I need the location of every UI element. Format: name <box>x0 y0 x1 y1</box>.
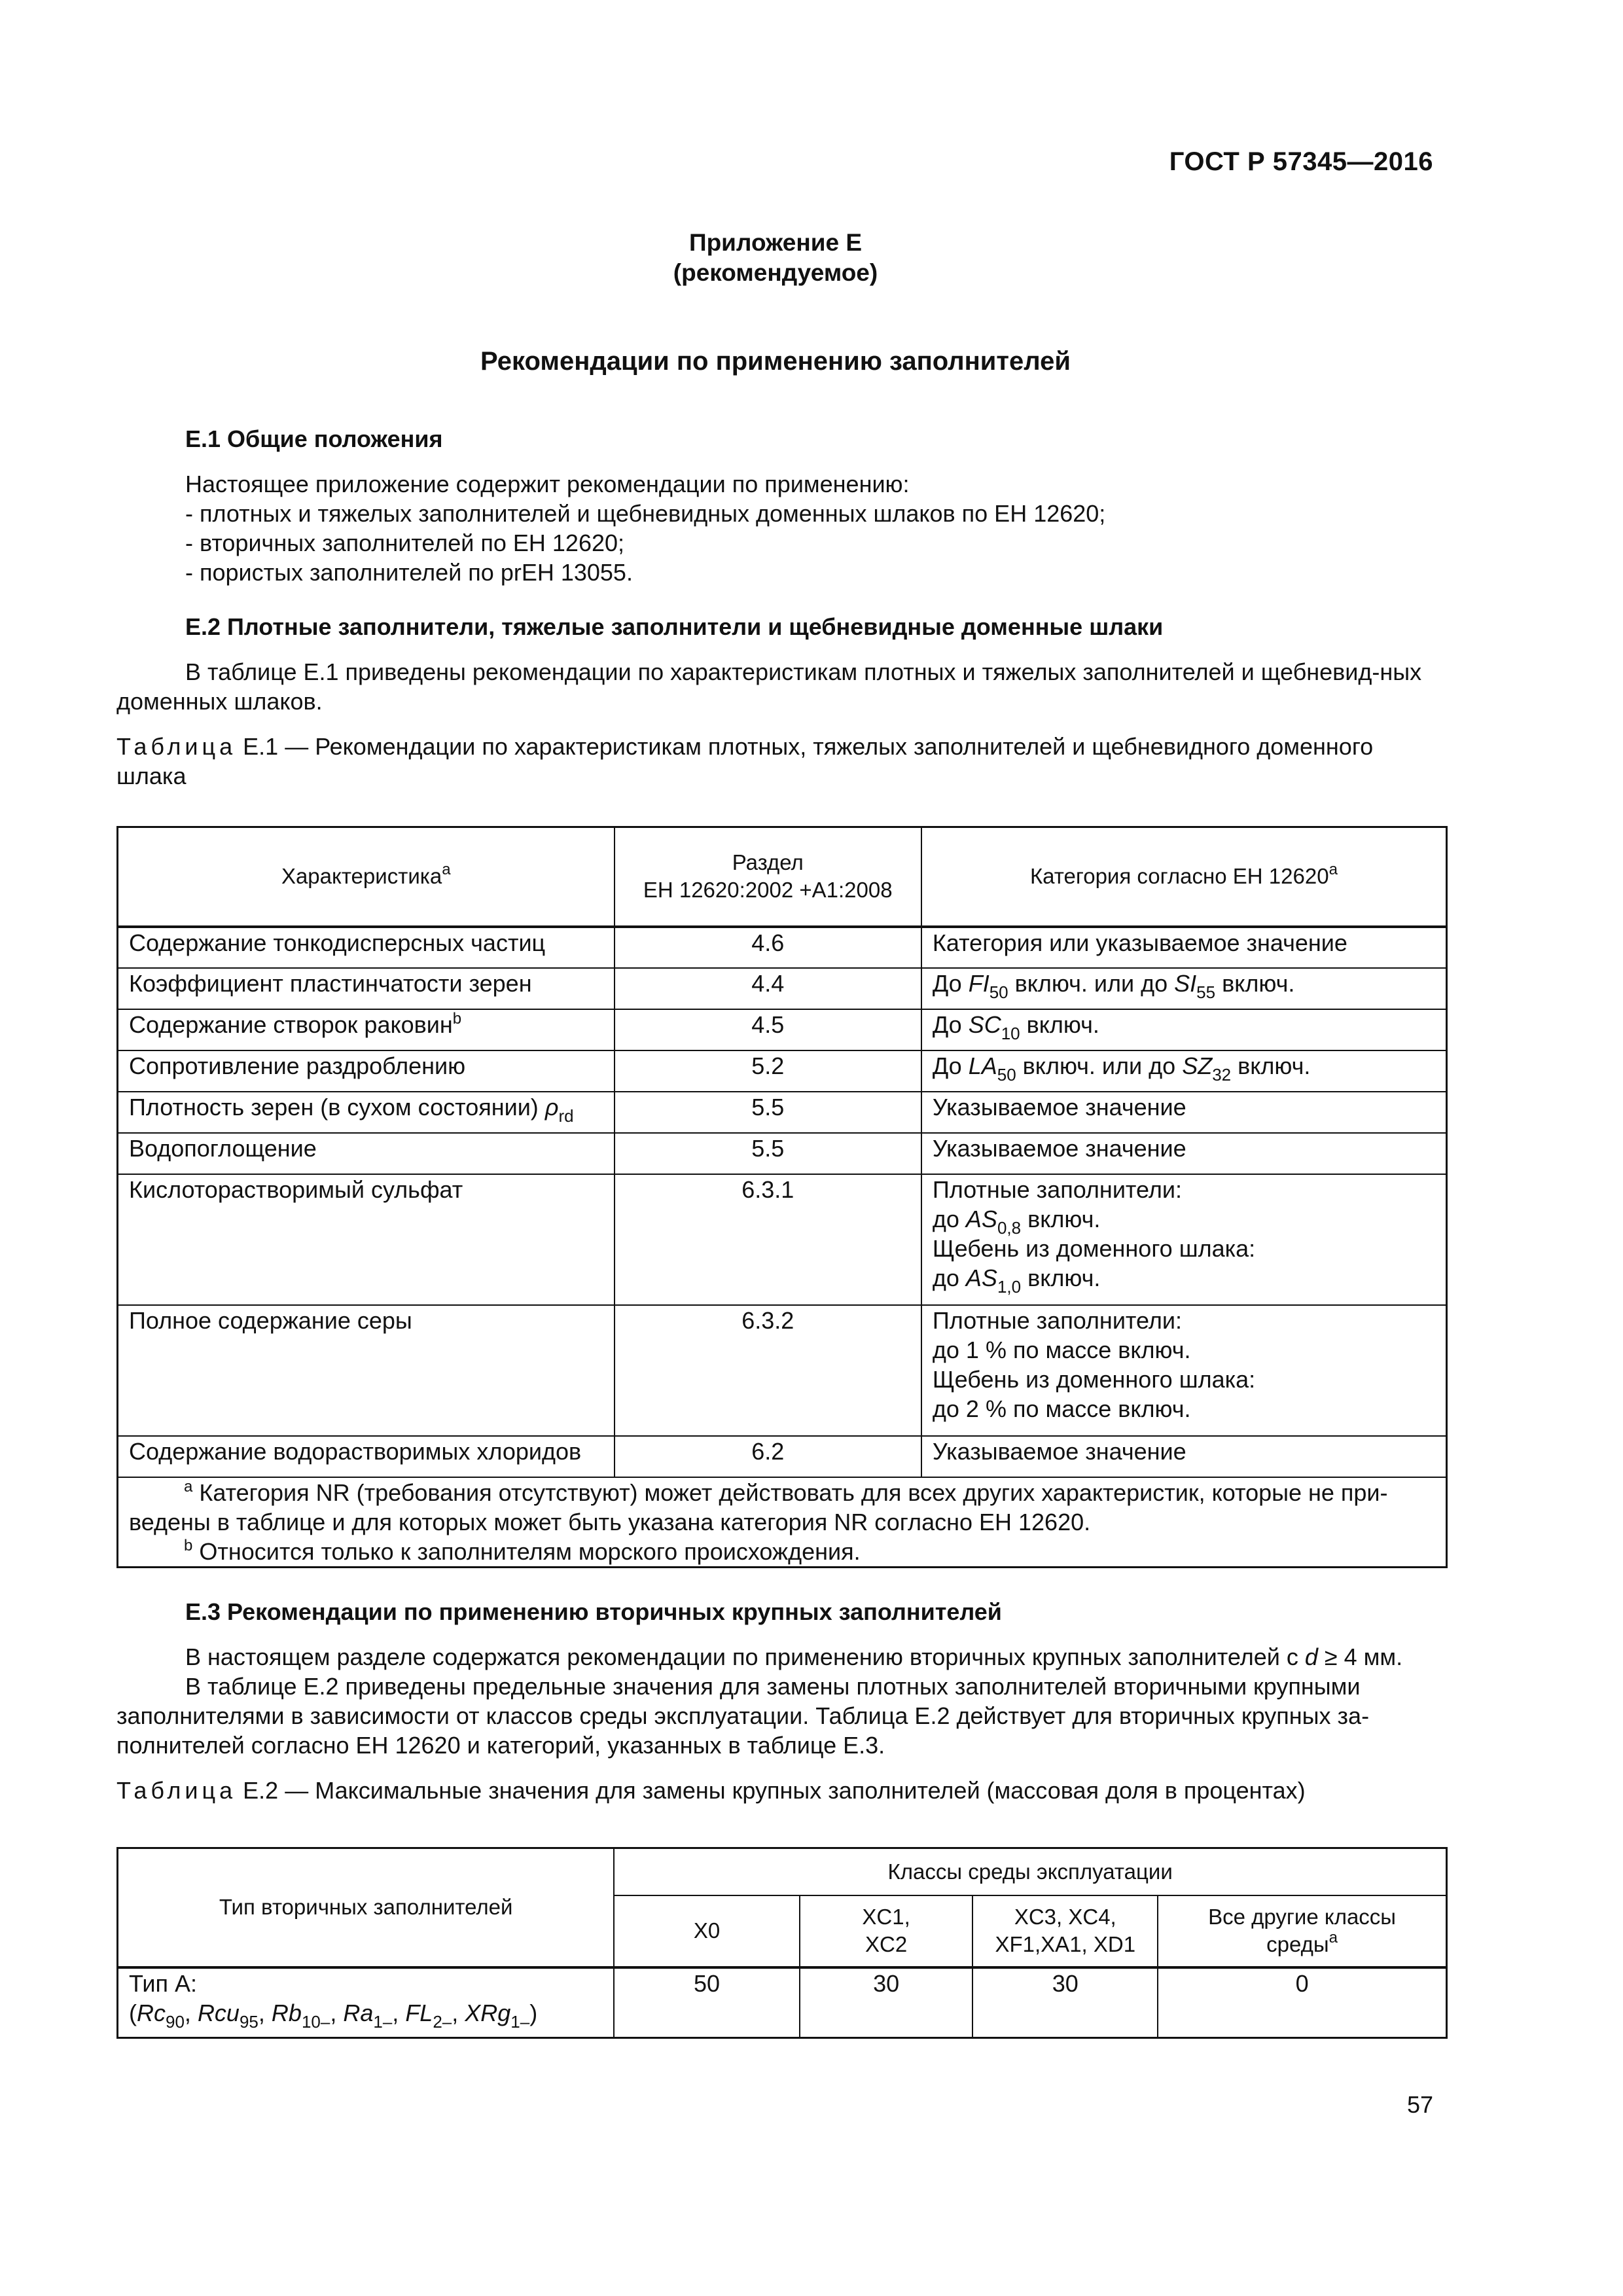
table2-col-other: Все другие классы среды$^a$ <box>1158 1895 1446 1967</box>
appendix-heading <box>0 228 1551 288</box>
section-e3-heading: Е.3 Рекомендации по применению вторичных крупных заполнителей <box>185 1598 1002 1625</box>
table1-header-row <box>118 827 1447 927</box>
section-e2 <box>116 612 1446 791</box>
section-e3-paragraph-1: В настоящем разделе содержатся рекомендации по применению вторичных крупных заполнителей с d ≥ 4 мм. <box>185 1643 1403 1670</box>
table-e2 <box>116 1847 1448 2039</box>
table-row: Водопоглощение 5.5 Указываемое значение <box>118 1133 1447 1174</box>
footnote-b: $^b$ Относится только к заполнителям морского происхождения. <box>184 1536 861 1565</box>
table-row: Коэффициент пластинчатости зерен 4.4 До $FI_{50}$ включ. или до $SI_{55}$ включ. <box>118 968 1447 1009</box>
page-number: 57 <box>1406 2091 1433 2118</box>
table-row: Содержание створок раковин$^b$ 4.5 До $SC_{10}$ включ. <box>118 1009 1447 1050</box>
table2-caption-text: Е.2 — Максимальные значения для замены крупных заполнителей (массовая доля в процентах) <box>236 1777 1306 1804</box>
table2-col-xc3: XC3, XC4, XF1,XA1, XD1 <box>972 1895 1158 1967</box>
table1-col-characteristic: Характеристика$^a$ <box>118 827 615 927</box>
table1-footnotes <box>118 1477 1447 1568</box>
table1-caption-text: Е.1 — Рекомендации по характеристикам плотных, тяжелых заполнителей и щебневидного доменного шлака <box>116 733 1374 789</box>
section-e2-heading: Е.2 Плотные заполнители, тяжелые заполнители и щебневидные доменные шлаки <box>185 613 1164 640</box>
footnote-a: $^a$ Категория NR (требования отсутствуют) может действовать для всех других характеристик, которые не при-ведены в таблице и для которых может быть указана категория NR согласно ЕН 12620. <box>129 1477 1388 1535</box>
section-e1-intro: Настоящее приложение содержит рекомендации по применению: <box>185 471 910 497</box>
table-row: Кислоторастворимый сульфат 6.3.1 Плотные заполнители: до $AS_{0,8}$ включ. Щебень из доменного шлака: до $AS_{1,0}$ включ. <box>118 1174 1447 1305</box>
table-row: Содержание водорастворимых хлоридов 6.2 Указываемое значение <box>118 1436 1447 1477</box>
table1-col-section: Раздел ЕН 12620:2002 +А1:2008 <box>615 827 921 927</box>
table-row: Полное содержание серы 6.3.2 Плотные заполнители: до 1 % по массе включ. Щебень из доменного шлака: до 2 % по массе включ. <box>118 1305 1447 1436</box>
table-row: Сопротивление раздроблению 5.2 До $LA_{50}$ включ. или до $SZ_{32}$ включ. <box>118 1050 1447 1092</box>
table-row: Плотность зерен (в сухом состоянии) $\rho_{rd}$ 5.5 Указываемое значение <box>118 1092 1447 1133</box>
table-row: Содержание тонкодисперсных частиц 4.6 Категория или указываемое значение <box>118 927 1447 968</box>
section-e3 <box>116 1597 1446 1805</box>
section-e1-heading: Е.1 Общие положения <box>185 425 443 452</box>
table-e1 <box>116 826 1448 1568</box>
table2-col-group: Классы среды эксплуатации <box>614 1848 1446 1895</box>
list-item: - вторичных заполнителей по ЕН 12620; <box>185 529 625 556</box>
table2-col-x0: X0 <box>614 1895 800 1967</box>
table2-caption <box>116 1776 1446 1805</box>
section-e3-paragraph-2: В таблице Е.2 приведены предельные значения для замены плотных заполнителей вторичными крупными заполнителями в зависимости от классов среды эксплуатации. Таблица Е.2 действует для вторичных крупных за-полнителей согласно ЕН 12620 и категорий, указанных в таблице Е.3. <box>116 1673 1370 1759</box>
appendix-status: (рекомендуемое) <box>673 259 878 286</box>
table1-col-category: Категория согласно ЕН 12620$^a$ <box>921 827 1447 927</box>
section-e1 <box>116 424 1446 587</box>
table2-col-type: Тип вторичных заполнителей <box>118 1848 615 1967</box>
appendix-title: Приложение Е <box>688 229 863 256</box>
table1-caption <box>116 732 1446 791</box>
list-item: - плотных и тяжелых заполнителей и щебневидных доменных шлаков по ЕН 12620; <box>185 500 1106 527</box>
list-item: - пористых заполнителей по prЕН 13055. <box>185 559 633 586</box>
standard-designation: ГОСТ Р 57345—2016 <box>1169 147 1433 176</box>
table1-caption-label: Таблица <box>116 733 237 760</box>
section-e2-paragraph: В таблице Е.1 приведены рекомендации по характеристикам плотных и тяжелых заполнителей и щебневид-ных доменных шлаков. <box>116 658 1422 715</box>
page-title: Рекомендации по применению заполнителей <box>480 347 1071 376</box>
table-row: Тип А: ($Rc_{90}$, Rcu$_{95}$, $Rb_{10-}$, $Ra_{1-}$, $FL_{2-}$, XRg$_{1-}$) 50 30 30 0 <box>118 1967 1447 2038</box>
table2-caption-label: Таблица <box>116 1777 237 1804</box>
table2-col-xc1: XC1, XC2 <box>800 1895 973 1967</box>
table2-header-row-1 <box>118 1848 1447 1895</box>
